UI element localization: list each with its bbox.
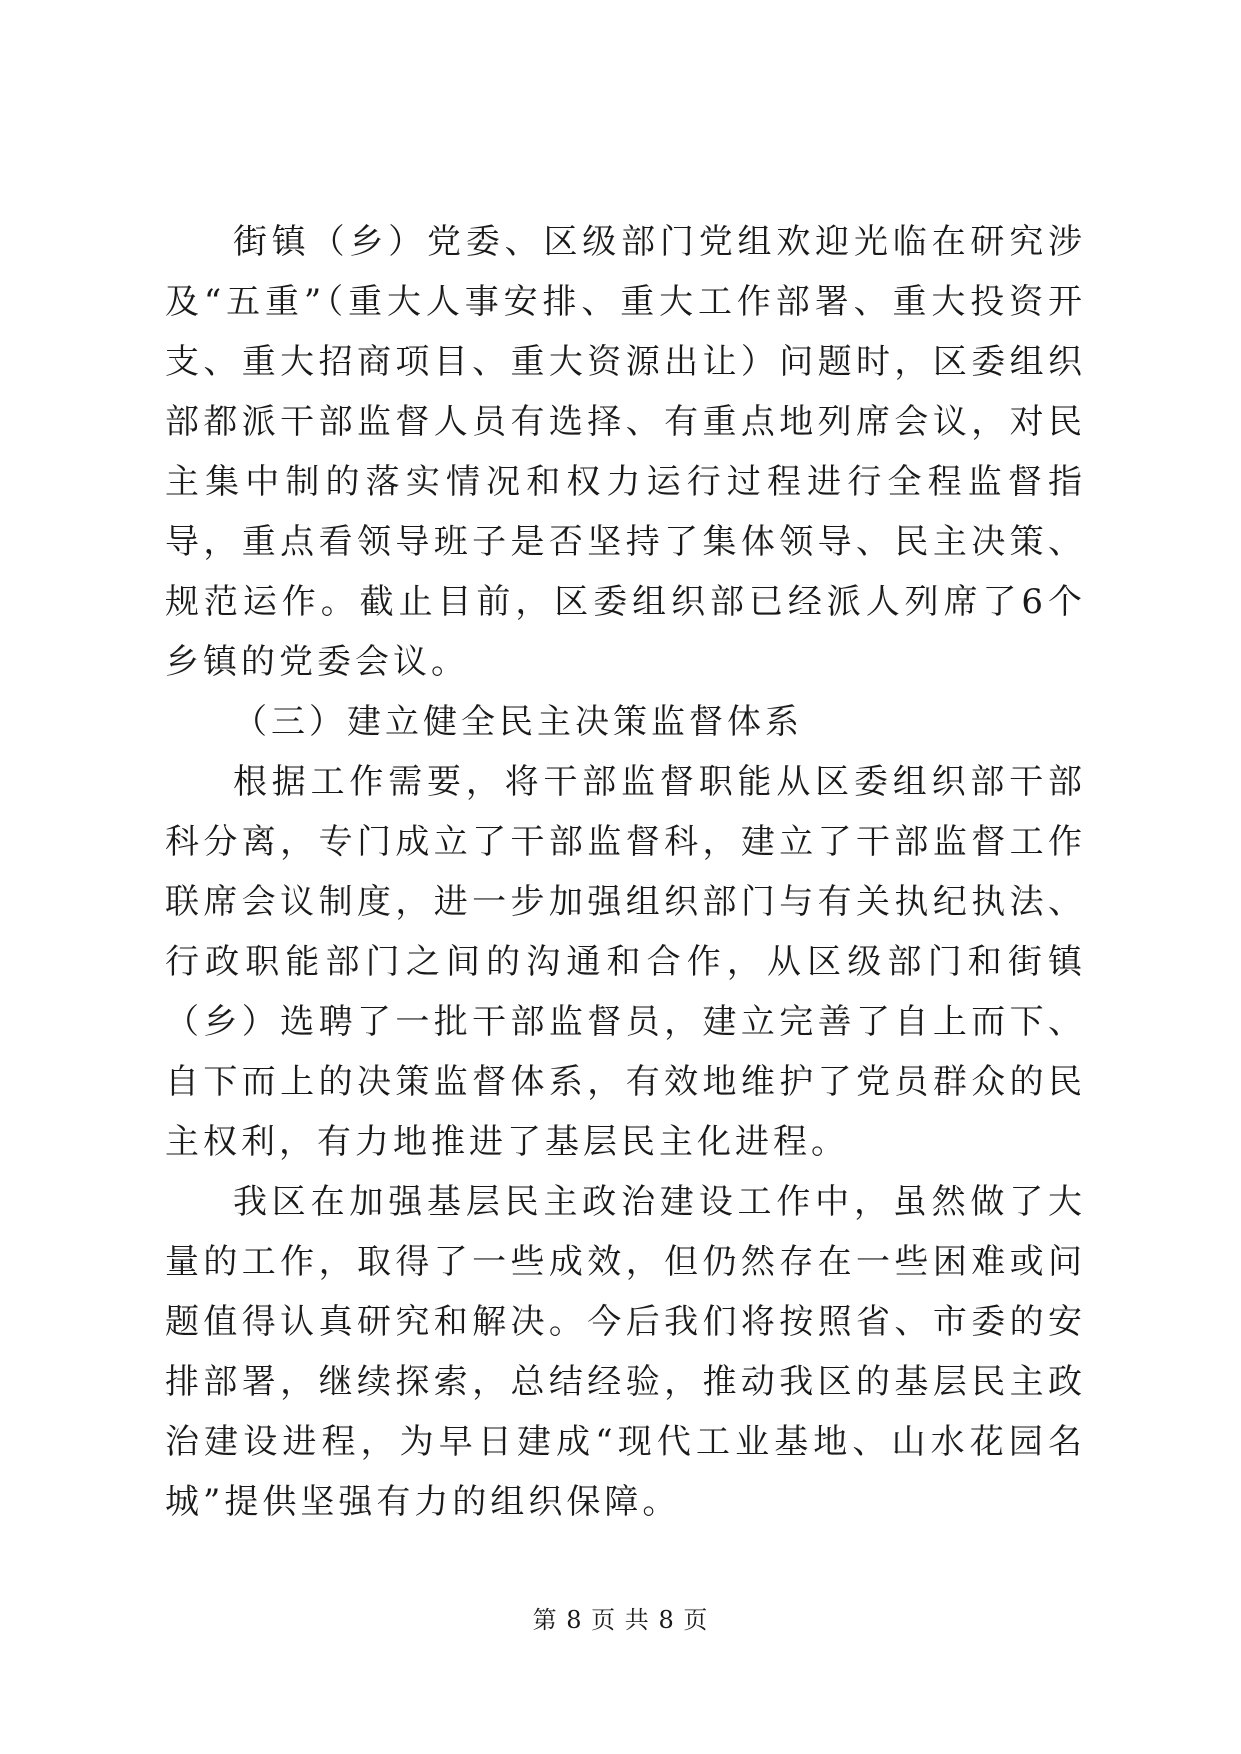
paragraph-five-major-issues: 街镇（乡）党委、区级部门党组欢迎光临在研究涉及“五重”（重大人事安排、重大工作部署、重大投资开支、重大招商项目、重大资源出让）问题时，区委组织部都派干部监督人员有选择、有重点地列席会议，对民主集中制的落实情况和权力运行过程进行全程监督指导，重点看领导班子是否坚持了集体领导、民主决策、规范运作。截止目前，区委组织部已经派人列席了6个乡镇的党委会议。 [165,222,1086,682]
paragraph-supervision-system: 根据工作需要，将干部监督职能从区委组织部干部科分离，专门成立了干部监督科，建立了干部监督工作联席会议制度，进一步加强组织部门与有关执纪执法、行政职能部门之间的沟通和合作，从区级部门和街镇（乡）选聘了一批干部监督员，建立完善了自上而下、自下而上的决策监督体系，有效地维护了党员群众的民主权利，有力地推进了基层民主化进程。 [165,762,1086,1162]
page-number-footer: 第 8 页 共 8 页 [532,1606,709,1634]
paragraph-conclusion: 我区在加强基层民主政治建设工作中，虽然做了大量的工作，取得了一些成效，但仍然存在一些困难或问题值得认真研究和解决。今后我们将按照省、市委的安排部署，继续探索，总结经验，推动我区的基层民主政治建设进程，为早日建成“现代工业基地、山水花园名城”提供坚强有力的组织保障。 [165,1182,1086,1522]
document-body [165,212,1086,1532]
section-heading-3: （三）建立健全民主决策监督体系 [233,702,803,742]
